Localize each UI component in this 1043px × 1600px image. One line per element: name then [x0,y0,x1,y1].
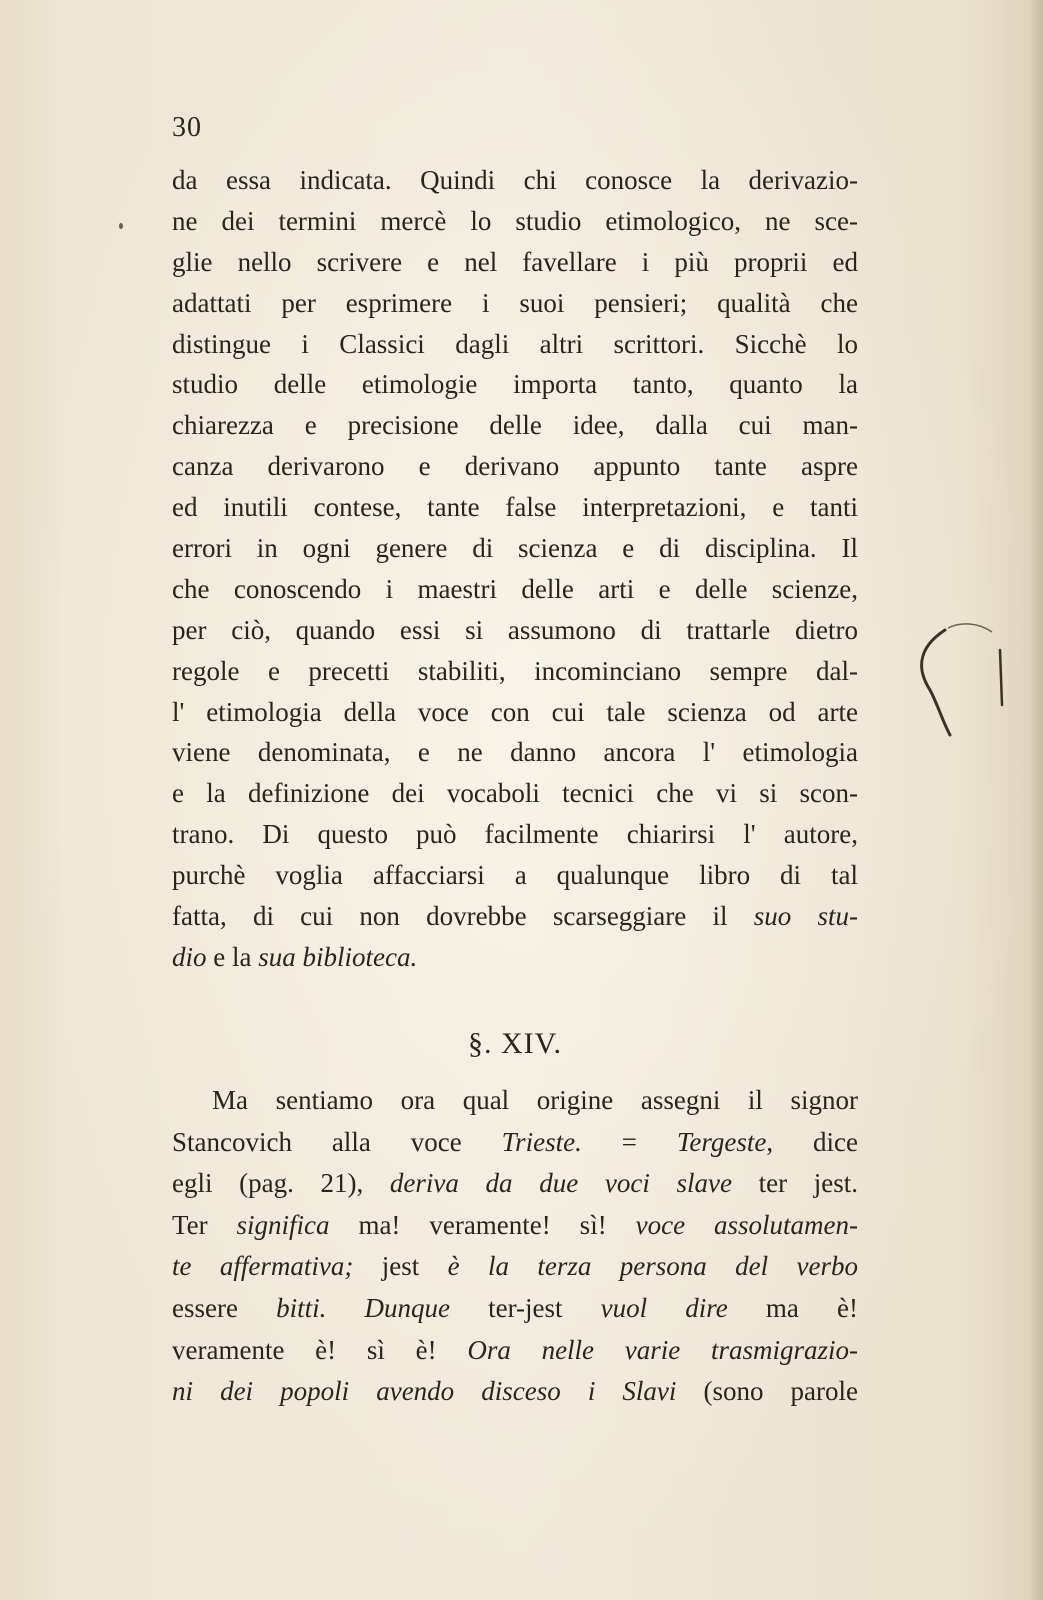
text-line: ed inutili contese, tante false interpretazioni, e tanti [172,492,858,523]
text-line [172,1371,858,1413]
text-fragment: ter jest. [731,1168,858,1199]
text-line: e la definizione dei vocaboli tecnici che vi si scon- [172,778,858,809]
text-line [172,1246,858,1288]
text-line: glie nello scrivere e nel favellare i più proprii ed [172,246,858,277]
italic-fragment: bitti. Dunque [276,1292,450,1323]
section-heading: §. XIV. [468,1027,562,1060]
page-edge-shadow [1029,0,1043,1600]
italic-fragment: Trieste. [501,1126,582,1157]
text-line: chiarezza e precisione delle idee, dalla cui man- [172,410,858,441]
text-fragment: ma è! [727,1292,858,1323]
text-line: studio delle etimologie importa tanto, quanto la [172,369,858,400]
paragraph-2 [172,1080,858,1413]
text-line: distingue i Classici dagli altri scrittori. Sicchè lo [172,328,858,359]
text-line: canza derivarono e derivano appunto tante aspre [172,451,858,482]
paragraph-1 [172,160,858,978]
text-line: Ma sentiamo ora qual origine assegni il signor [212,1085,858,1115]
margin-bracket-mark [900,610,1010,750]
text-fragment: ma! veramente! sì! [329,1209,636,1240]
italic-fragment: significa [236,1209,330,1240]
italic-fragment: Tergeste [676,1126,767,1157]
text-fragment: egli (pag. 21), [172,1168,390,1199]
text-line [172,1330,858,1372]
italic-fragment: voce assolutamen- [635,1209,858,1240]
italic-fragment: vuol dire [600,1292,728,1323]
text-fragment: jest [353,1251,448,1282]
text-line: per ciò, quando essi si assumono di trattarle dietro [172,614,858,645]
text-line [172,1288,858,1330]
text-fragment: essere [172,1292,277,1323]
text-line: trano. Di questo può facilmente chiarirsi l' autore, [172,819,858,850]
text-line: l' etimologia della voce con cui tale scienza od arte [172,696,858,727]
italic-fragment: Ora nelle varie trasmigrazio- [467,1334,859,1365]
text-line: errori in ogni genere di scienza e di disciplina. Il [172,533,858,564]
text-fragment: Ter [172,1209,237,1240]
italic-fragment: suo stu- [753,901,858,932]
text-line: regole e precetti stabiliti, incominciano sempre dal- [172,655,858,686]
margin-ink-mark [118,222,124,230]
text-fragment: veramente è! sì è! [172,1334,468,1365]
text-line [172,1205,858,1247]
text-line: purchè voglia affacciarsi a qualunque libro di tal [172,860,858,891]
text-line: adattati per esprimere i suoi pensieri; qualità che [172,287,858,318]
text-fragment: = [581,1126,677,1157]
text-line [172,896,858,937]
text-line [172,1122,858,1164]
italic-fragment: te affermativa; [172,1251,354,1282]
text-fragment: e la [206,941,259,972]
page-number: 30 [172,112,202,143]
text-line [172,937,858,978]
italic-fragment: ni dei popoli avendo disceso i Slavi [172,1376,677,1407]
text-line: viene denominata, e ne danno ancora l' etimologia [172,737,858,768]
text-line [172,1163,858,1205]
text-fragment: Stancovich alla voce [172,1126,502,1157]
italic-fragment: dio [172,941,207,972]
text-line: da essa indicata. Quindi chi conosce la derivazio- [172,165,858,195]
italic-fragment: è la terza persona del verbo [447,1251,858,1282]
text-fragment: fatta, di cui non dovrebbe scarseggiare il [172,901,754,932]
text-line: ne dei termini mercè lo studio etimologico, ne sce- [172,205,858,236]
text-fragment: , dice [766,1126,858,1157]
italic-fragment: sua biblioteca. [258,941,418,972]
italic-fragment: deriva da due voci slave [389,1168,732,1199]
text-line: che conoscendo i maestri delle arti e delle scienze, [172,573,858,604]
text-fragment: ter-jest [449,1292,601,1323]
text-fragment: (sono parole [676,1376,858,1407]
